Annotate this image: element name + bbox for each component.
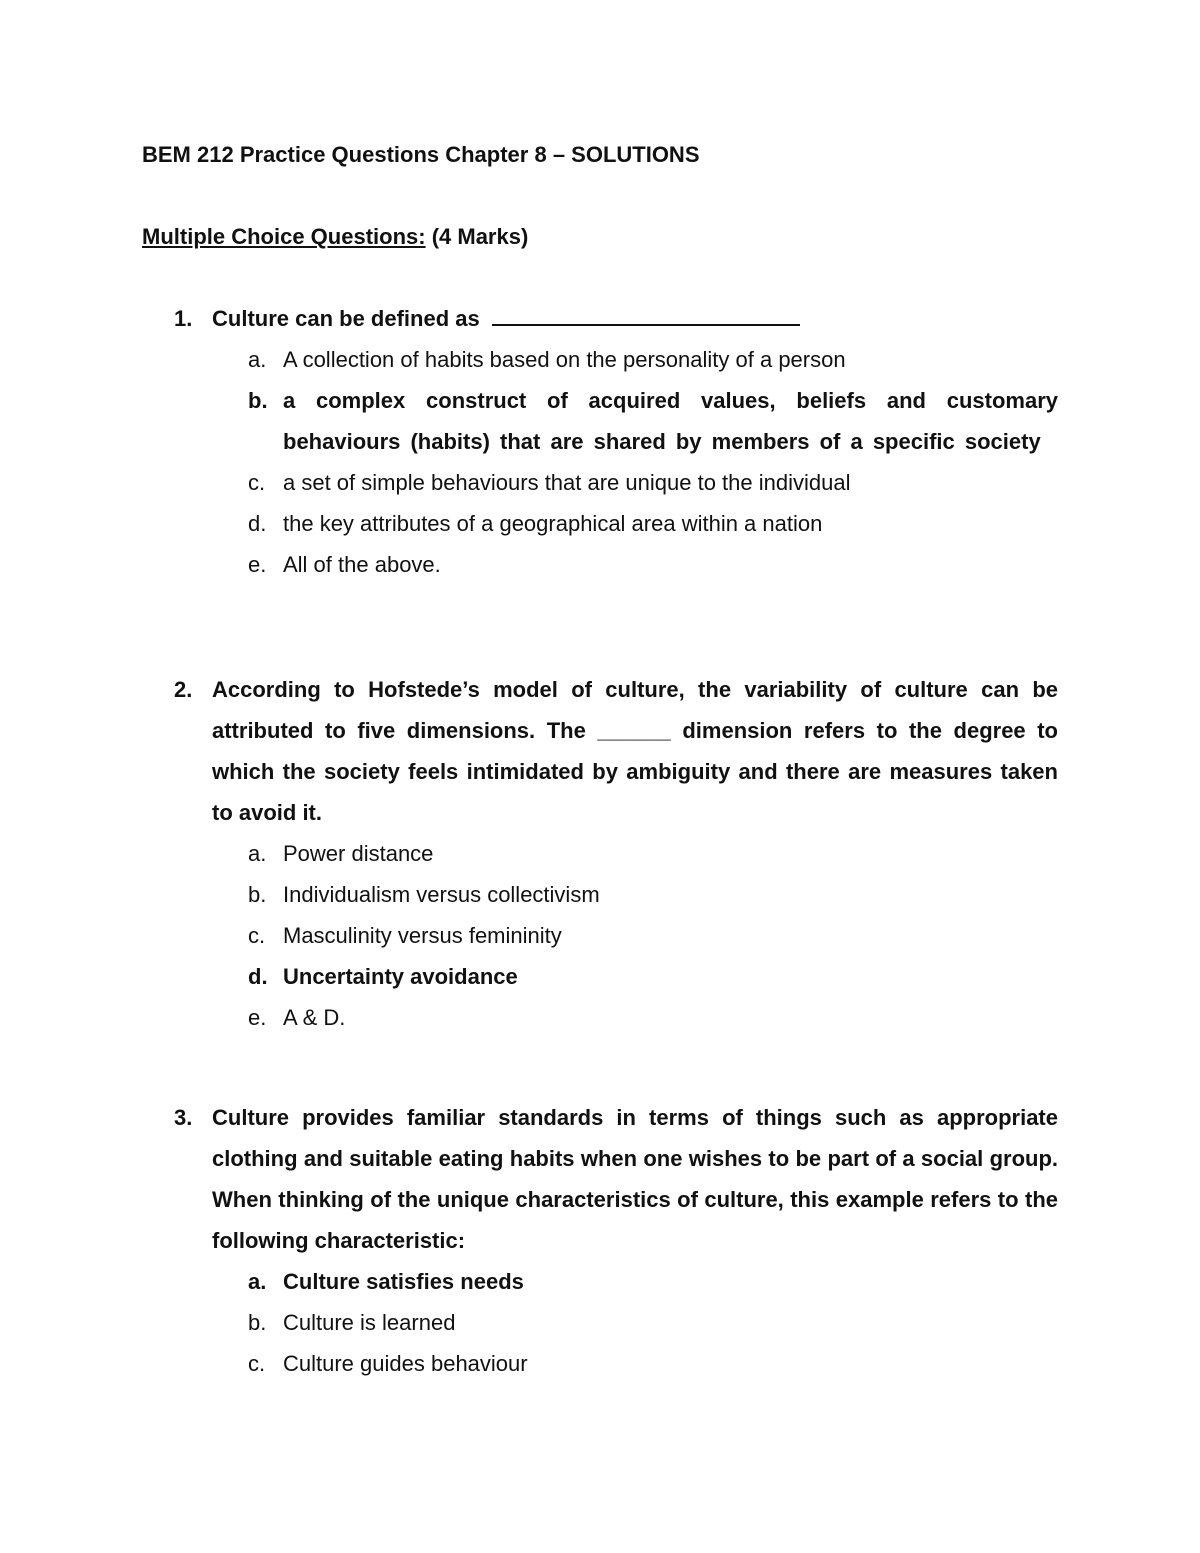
question-number: 2. bbox=[174, 677, 193, 702]
option-letter: d. bbox=[248, 964, 268, 989]
document-title: BEM 212 Practice Questions Chapter 8 – SOLUTIONS bbox=[142, 142, 700, 167]
option-text: a complex construct of acquired values, beliefs and customary behaviours (habits) that are shared by members of a specific society bbox=[283, 388, 1058, 454]
question-stem bbox=[212, 669, 1058, 833]
option-letter: d. bbox=[248, 511, 267, 536]
question-stem bbox=[212, 1097, 1058, 1261]
option-text: Culture guides behaviour bbox=[283, 1351, 528, 1376]
question-stem-text: Culture provides familiar standards in terms of things such as appropriate clothing and suitable eating habits when one wishes to be part of a social group. When thinking of the unique characteristics of culture, this example refers to the following characteristic: bbox=[212, 1105, 1058, 1253]
option-e bbox=[174, 997, 1058, 1038]
option-text: Masculinity versus femininity bbox=[283, 923, 562, 948]
option-letter: b. bbox=[248, 1310, 267, 1335]
option-text: Power distance bbox=[283, 841, 434, 866]
question-3 bbox=[174, 1097, 1058, 1384]
option-b-correct bbox=[174, 380, 1058, 462]
option-b bbox=[174, 1302, 1058, 1343]
option-a-correct bbox=[174, 1261, 1058, 1302]
section-heading-label: Multiple Choice Questions: bbox=[142, 224, 426, 249]
section-marks: (4 Marks) bbox=[425, 224, 529, 249]
option-c bbox=[174, 1343, 1058, 1384]
option-a bbox=[174, 339, 1058, 380]
option-text: Culture is learned bbox=[283, 1310, 456, 1335]
option-text: A & D. bbox=[283, 1005, 346, 1030]
option-d bbox=[174, 503, 1058, 544]
option-text: All of the above. bbox=[283, 552, 441, 577]
question-stem-text: According to Hofstede’s model of culture, the variability of culture can be attributed to five dimensions. The ______ dimension refers to the degree to which the society feels intimidated by ambiguity and there are measures taken to avoid it. bbox=[212, 677, 1058, 825]
option-c bbox=[174, 915, 1058, 956]
answer-blank bbox=[492, 302, 800, 326]
option-text: a set of simple behaviours that are unique to the individual bbox=[283, 470, 851, 495]
option-letter: c. bbox=[248, 923, 266, 948]
question-stem-text: Culture can be defined as bbox=[212, 306, 480, 331]
section-heading bbox=[142, 224, 528, 250]
question-stem bbox=[212, 298, 1058, 339]
option-letter: c. bbox=[248, 470, 266, 495]
question-number: 3. bbox=[174, 1105, 193, 1130]
option-a bbox=[174, 833, 1058, 874]
option-text: the key attributes of a geographical area within a nation bbox=[283, 511, 823, 536]
question-2 bbox=[174, 669, 1058, 1038]
option-text: Individualism versus collectivism bbox=[283, 882, 600, 907]
option-c bbox=[174, 462, 1058, 503]
question-1 bbox=[174, 298, 1058, 585]
question-number: 1. bbox=[174, 306, 193, 331]
option-b bbox=[174, 874, 1058, 915]
option-letter: e. bbox=[248, 552, 267, 577]
option-letter: a. bbox=[248, 1269, 267, 1294]
option-letter: e. bbox=[248, 1005, 267, 1030]
option-letter: b. bbox=[248, 388, 268, 413]
option-text: A collection of habits based on the personality of a person bbox=[283, 347, 846, 372]
option-letter: a. bbox=[248, 347, 267, 372]
option-e bbox=[174, 544, 1058, 585]
option-d-correct bbox=[174, 956, 1058, 997]
option-letter: b. bbox=[248, 882, 267, 907]
option-letter: a. bbox=[248, 841, 267, 866]
option-text: Uncertainty avoidance bbox=[283, 964, 518, 989]
option-text: Culture satisfies needs bbox=[283, 1269, 524, 1294]
option-letter: c. bbox=[248, 1351, 266, 1376]
